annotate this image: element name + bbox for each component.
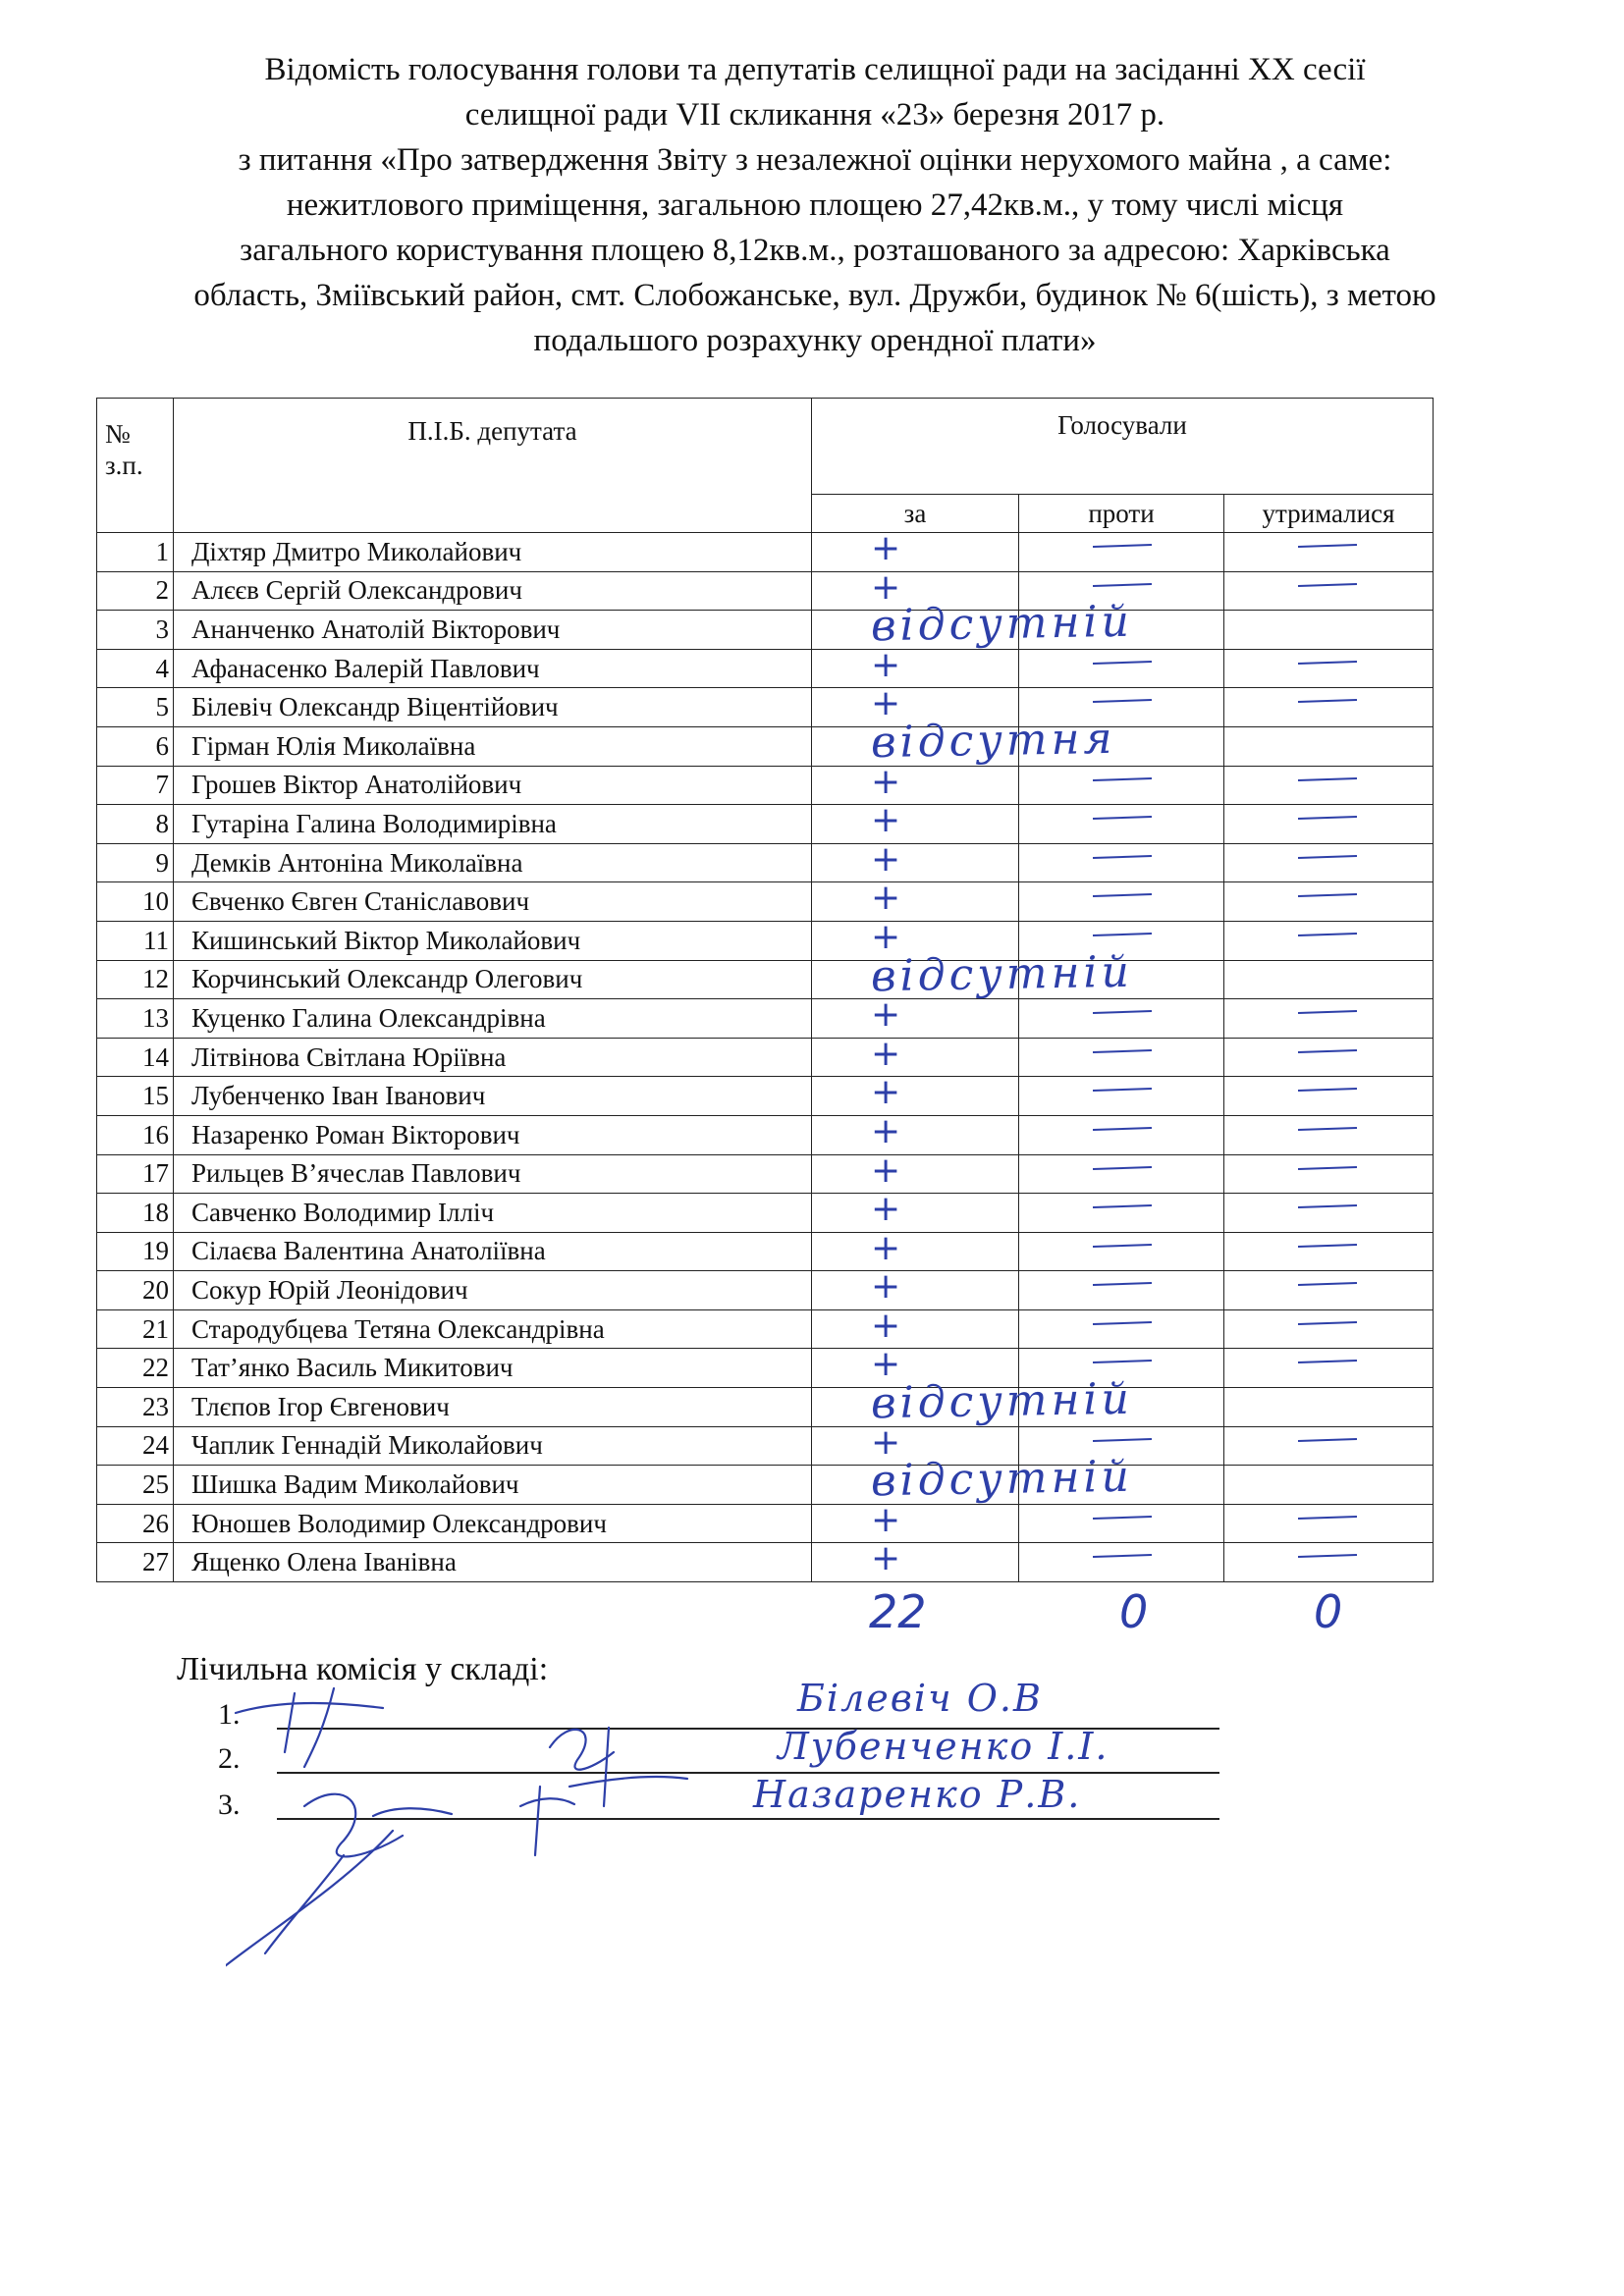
- dash-mark: [1093, 1438, 1152, 1442]
- vote-against-cell: [1019, 649, 1224, 688]
- signature-3-strokes: [226, 1794, 452, 1973]
- row-number: 18: [97, 1194, 174, 1233]
- vote-against-cell: [1019, 843, 1224, 882]
- plus-mark: +: [871, 1344, 901, 1385]
- deputy-name: Рильцев В’ячеслав Павлович: [174, 1154, 812, 1194]
- vote-abstain-cell: [1224, 1426, 1434, 1466]
- row-number: 17: [97, 1154, 174, 1194]
- vote-abstain-cell: [1224, 1271, 1434, 1310]
- vote-for-cell: [812, 1373, 1134, 1429]
- dash-mark: [1298, 1049, 1357, 1053]
- header-against: проти: [1019, 495, 1224, 533]
- dash-mark: [1298, 777, 1357, 781]
- row-number: 15: [97, 1077, 174, 1116]
- table-row: [97, 1077, 1434, 1116]
- commission-member-number: 3.: [218, 1789, 241, 1821]
- voting-table: [96, 398, 1434, 1582]
- dash-mark: [1093, 1127, 1152, 1131]
- dash-mark: [1093, 544, 1152, 548]
- dash-mark: [1298, 699, 1357, 703]
- table-row: [97, 1388, 1434, 1427]
- vote-against-cell: [1019, 1232, 1224, 1271]
- plus-mark: +: [871, 761, 901, 802]
- total-for: 22: [869, 1585, 927, 1638]
- vote-against-cell: [1019, 1504, 1224, 1543]
- vote-abstain-cell: [1224, 1349, 1434, 1388]
- dash-mark: [1093, 777, 1152, 781]
- vote-for-cell: [812, 1227, 1019, 1271]
- row-number: 25: [97, 1466, 174, 1505]
- vote-abstain-cell: [1224, 1194, 1434, 1233]
- vote-abstain-cell: [1224, 921, 1434, 960]
- plus-mark: +: [871, 1266, 901, 1308]
- deputy-name: Назаренко Роман Вікторович: [174, 1115, 812, 1154]
- signature-4-strokes: [520, 1787, 574, 1855]
- row-number: 8: [97, 805, 174, 844]
- table-row: [97, 882, 1434, 922]
- vote-abstain-cell: [1224, 999, 1434, 1039]
- deputy-name: Гутаріна Галина Володимирівна: [174, 805, 812, 844]
- signature-1-strokes: [236, 1688, 383, 1767]
- deputy-name: Стародубцева Тетяна Олександрівна: [174, 1309, 812, 1349]
- table-row: [97, 1309, 1434, 1349]
- vote-abstain-cell: [1224, 649, 1434, 688]
- row-number: 21: [97, 1309, 174, 1349]
- table-row: [97, 999, 1434, 1039]
- dash-mark: [1298, 816, 1357, 820]
- commission-member-name: Лубенченко І.І.: [778, 1725, 1110, 1768]
- table-row: [97, 1543, 1434, 1582]
- plus-mark: +: [871, 1227, 901, 1268]
- dash-mark: [1093, 1010, 1152, 1014]
- signature-2-strokes: [550, 1728, 687, 1806]
- deputy-name: Кишинський Віктор Миколайович: [174, 921, 812, 960]
- table-row: [97, 571, 1434, 611]
- vote-abstain-cell: [1224, 766, 1434, 805]
- absent-note: відсутній: [870, 1451, 1134, 1507]
- dash-mark: [1093, 1088, 1152, 1092]
- dash-mark: [1093, 1516, 1152, 1520]
- heading-line-6: область, Зміївський район, смт. Слобожанське, вул. Дружби, будинок № 6(шість), з метою: [193, 278, 1436, 313]
- plus-mark: +: [871, 644, 901, 685]
- dash-mark: [1093, 816, 1152, 820]
- dash-mark: [1298, 893, 1357, 897]
- table-row: [97, 649, 1434, 688]
- vote-for-cell: [812, 1149, 1019, 1194]
- vote-for-cell: [812, 838, 1019, 882]
- row-number: 12: [97, 960, 174, 999]
- document-heading: [118, 47, 1512, 363]
- vote-abstain-cell: [1224, 726, 1434, 766]
- handwritten-signatures: [226, 1659, 736, 1983]
- table-row: [97, 533, 1434, 572]
- vote-abstain-cell: [1224, 611, 1434, 650]
- deputy-name: Євченко Євген Станіславович: [174, 882, 812, 922]
- vote-against-cell: [1019, 999, 1224, 1039]
- commission-member-name: Білевіч О.В: [797, 1677, 1043, 1720]
- dash-mark: [1298, 544, 1357, 548]
- deputy-name: Ананченко Анатолій Вікторович: [174, 611, 812, 650]
- dash-mark: [1298, 1360, 1357, 1363]
- heading-line-4: нежитлового приміщення, загальною площею 27,42кв.м., у тому числі місця: [286, 187, 1344, 223]
- vote-for-cell: [812, 1538, 1019, 1582]
- table-row: [97, 1466, 1434, 1505]
- row-number: 19: [97, 1232, 174, 1271]
- voting-table-body: [97, 528, 1434, 1582]
- vote-against-cell: [1019, 1194, 1224, 1233]
- deputy-name: Гірман Юлія Миколаївна: [174, 726, 812, 766]
- heading-line-7: подальшого розрахунку орендної плати»: [533, 323, 1097, 358]
- dash-mark: [1298, 855, 1357, 859]
- dash-mark: [1298, 1282, 1357, 1286]
- row-number: 7: [97, 766, 174, 805]
- table-row: [97, 766, 1434, 805]
- plus-mark: +: [871, 1538, 901, 1579]
- deputy-name: Діхтяр Дмитро Миколайович: [174, 533, 812, 572]
- plus-mark: +: [871, 838, 901, 880]
- vote-for-cell: [812, 761, 1019, 805]
- vote-for-cell: [812, 1305, 1019, 1349]
- vote-for-cell: [812, 994, 1019, 1039]
- dash-mark: [1093, 1204, 1152, 1208]
- heading-line-5: загального користування площею 8,12кв.м., розташованого за адресою: Харківська: [240, 233, 1390, 268]
- table-row: [97, 1426, 1434, 1466]
- deputy-name: Юношев Володимир Олександрович: [174, 1504, 812, 1543]
- vote-for-cell: [812, 596, 1134, 652]
- vote-for-cell: [812, 1451, 1134, 1507]
- table-row: [97, 921, 1434, 960]
- table-row: [97, 726, 1434, 766]
- table-row: [97, 1271, 1434, 1310]
- vote-for-cell: [812, 800, 1019, 844]
- dash-mark: [1298, 1165, 1357, 1169]
- dash-mark: [1093, 1360, 1152, 1363]
- row-number: 26: [97, 1504, 174, 1543]
- vote-abstain-cell: [1224, 1543, 1434, 1582]
- plus-mark: +: [871, 1421, 901, 1463]
- vote-against-cell: [1019, 1154, 1224, 1194]
- vote-for-cell: [812, 1110, 1019, 1154]
- commission-member-number: 1.: [218, 1698, 241, 1731]
- deputy-name: Сілаєва Валентина Анатоліївна: [174, 1232, 812, 1271]
- row-number: 16: [97, 1115, 174, 1154]
- deputy-name: Корчинський Олександр Олегович: [174, 960, 812, 999]
- row-number: 20: [97, 1271, 174, 1310]
- table-row: [97, 1154, 1434, 1194]
- dash-mark: [1298, 933, 1357, 936]
- deputy-name: Куценко Галина Олександрівна: [174, 999, 812, 1039]
- table-row: [97, 1349, 1434, 1388]
- table-row: [97, 805, 1434, 844]
- row-number: 10: [97, 882, 174, 922]
- dash-mark: [1093, 1165, 1152, 1169]
- header-for: за: [812, 495, 1019, 533]
- total-abstain: 0: [1314, 1585, 1343, 1638]
- vote-against-cell: [1019, 882, 1224, 922]
- vote-abstain-cell: [1224, 805, 1434, 844]
- row-number: 14: [97, 1038, 174, 1077]
- dash-mark: [1298, 1244, 1357, 1248]
- vote-abstain-cell: [1224, 1466, 1434, 1505]
- table-row: [97, 843, 1434, 882]
- row-number: 2: [97, 571, 174, 611]
- table-row: [97, 611, 1434, 650]
- vote-abstain-cell: [1224, 533, 1434, 572]
- vote-abstain-cell: [1224, 1504, 1434, 1543]
- vote-abstain-cell: [1224, 1232, 1434, 1271]
- deputy-name: Афанасенко Валерій Павлович: [174, 649, 812, 688]
- dash-mark: [1298, 661, 1357, 665]
- table-row: [97, 1038, 1434, 1077]
- dash-mark: [1298, 1554, 1357, 1558]
- heading-line-2: селищної ради VII скликання «23» березня 2017 р.: [464, 97, 1165, 133]
- vote-abstain-cell: [1224, 571, 1434, 611]
- vote-for-cell: [812, 1072, 1019, 1116]
- table-row: [97, 1232, 1434, 1271]
- vote-for-cell: [812, 946, 1134, 1001]
- header-deputy-name: П.І.Б. депутата: [174, 399, 812, 533]
- table-row: [97, 960, 1434, 999]
- vote-abstain-cell: [1224, 1115, 1434, 1154]
- commission-member-number: 2.: [218, 1742, 241, 1775]
- table-row: [97, 688, 1434, 727]
- table-row: [97, 1194, 1434, 1233]
- vote-abstain-cell: [1224, 1038, 1434, 1077]
- deputy-name: Ященко Олена Іванівна: [174, 1543, 812, 1582]
- absent-note: відсутній: [870, 596, 1134, 652]
- table-row: [97, 1504, 1434, 1543]
- plus-mark: +: [871, 1033, 901, 1074]
- absent-note: відсутній: [870, 946, 1134, 1001]
- header-number: № з.п.: [97, 399, 174, 533]
- dash-mark: [1298, 1204, 1357, 1208]
- row-number: 13: [97, 999, 174, 1039]
- row-number: 22: [97, 1349, 174, 1388]
- vote-for-cell: [812, 1499, 1019, 1543]
- vote-against-cell: [1019, 766, 1224, 805]
- dash-mark: [1298, 1010, 1357, 1014]
- row-number: 23: [97, 1388, 174, 1427]
- deputy-name: Савченко Володимир Ілліч: [174, 1194, 812, 1233]
- heading-line-3: з питання «Про затвердження Звіту з незалежної оцінки нерухомого майна , а саме:: [238, 142, 1392, 178]
- deputy-name: Демків Антоніна Миколаївна: [174, 843, 812, 882]
- plus-mark: +: [871, 566, 901, 608]
- header-voted: Голосували: [812, 399, 1434, 495]
- vote-for-cell: [812, 1266, 1019, 1310]
- commission-member-name: Назаренко Р.В.: [753, 1773, 1082, 1816]
- vote-abstain-cell: [1224, 1309, 1434, 1349]
- vote-for-cell: [812, 1033, 1019, 1077]
- row-number: 9: [97, 843, 174, 882]
- vote-against-cell: [1019, 1309, 1224, 1349]
- heading-line-1: Відомість голосування голови та депутатів селищної ради на засіданні XX сесії: [264, 52, 1366, 87]
- vote-against-cell: [1019, 1038, 1224, 1077]
- absent-note: відсутня: [870, 713, 1117, 769]
- dash-mark: [1093, 699, 1152, 703]
- plus-mark: +: [871, 1072, 901, 1113]
- vote-abstain-cell: [1224, 1077, 1434, 1116]
- plus-mark: +: [871, 1499, 901, 1540]
- dash-mark: [1093, 661, 1152, 665]
- row-number: 3: [97, 611, 174, 650]
- dash-mark: [1093, 1321, 1152, 1325]
- row-number: 24: [97, 1426, 174, 1466]
- vote-abstain-cell: [1224, 688, 1434, 727]
- deputy-name: Тат’янко Василь Микитович: [174, 1349, 812, 1388]
- header-abstain: утрималися: [1224, 495, 1434, 533]
- plus-mark: +: [871, 528, 901, 568]
- vote-against-cell: [1019, 1077, 1224, 1116]
- vote-for-cell: [812, 713, 1117, 769]
- dash-mark: [1093, 893, 1152, 897]
- dash-mark: [1093, 855, 1152, 859]
- plus-mark: +: [871, 1189, 901, 1230]
- dash-mark: [1093, 1282, 1152, 1286]
- row-number: 11: [97, 921, 174, 960]
- vote-against-cell: [1019, 533, 1224, 572]
- dash-mark: [1298, 1127, 1357, 1131]
- deputy-name: Грошев Віктор Анатолійович: [174, 766, 812, 805]
- plus-mark: +: [871, 916, 901, 957]
- plus-mark: +: [871, 1305, 901, 1346]
- vote-abstain-cell: [1224, 1154, 1434, 1194]
- plus-mark: +: [871, 683, 901, 724]
- vote-abstain-cell: [1224, 882, 1434, 922]
- row-number: 27: [97, 1543, 174, 1582]
- dash-mark: [1093, 583, 1152, 587]
- deputy-name: Тлєпов Ігор Євгенович: [174, 1388, 812, 1427]
- vote-abstain-cell: [1224, 1388, 1434, 1427]
- deputy-name: Алєєв Сергій Олександрович: [174, 571, 812, 611]
- dash-mark: [1298, 1438, 1357, 1442]
- deputy-name: Літвінова Світлана Юріївна: [174, 1038, 812, 1077]
- table-row: [97, 1115, 1434, 1154]
- deputy-name: Лубенченко Іван Іванович: [174, 1077, 812, 1116]
- deputy-name: Шишка Вадим Миколайович: [174, 1466, 812, 1505]
- plus-mark: +: [871, 1149, 901, 1191]
- row-number: 1: [97, 533, 174, 572]
- vote-for-cell: [812, 878, 1019, 922]
- plus-mark: +: [871, 994, 901, 1036]
- dash-mark: [1093, 933, 1152, 936]
- vote-for-cell: [812, 1189, 1019, 1233]
- absent-note: відсутній: [870, 1373, 1134, 1429]
- vote-abstain-cell: [1224, 843, 1434, 882]
- plus-mark: +: [871, 878, 901, 919]
- dash-mark: [1298, 1088, 1357, 1092]
- total-against: 0: [1119, 1585, 1149, 1638]
- vote-for-cell: [812, 644, 1019, 688]
- dash-mark: [1298, 1516, 1357, 1520]
- plus-mark: +: [871, 1110, 901, 1151]
- row-number: 4: [97, 649, 174, 688]
- dash-mark: [1093, 1049, 1152, 1053]
- dash-mark: [1298, 583, 1357, 587]
- dash-mark: [1298, 1321, 1357, 1325]
- plus-mark: +: [871, 800, 901, 841]
- dash-mark: [1093, 1554, 1152, 1558]
- vote-against-cell: [1019, 1543, 1224, 1582]
- row-number: 5: [97, 688, 174, 727]
- vote-against-cell: [1019, 1115, 1224, 1154]
- vote-abstain-cell: [1224, 960, 1434, 999]
- vote-against-cell: [1019, 1271, 1224, 1310]
- row-number: 6: [97, 726, 174, 766]
- deputy-name: Сокур Юрій Леонідович: [174, 1271, 812, 1310]
- deputy-name: Білевіч Олександр Віцентійович: [174, 688, 812, 727]
- counting-commission-title: Лічильна комісія у складі:: [177, 1651, 549, 1687]
- deputy-name: Чаплик Геннадій Миколайович: [174, 1426, 812, 1466]
- vote-for-cell: [812, 528, 1019, 572]
- dash-mark: [1093, 1244, 1152, 1248]
- vote-against-cell: [1019, 805, 1224, 844]
